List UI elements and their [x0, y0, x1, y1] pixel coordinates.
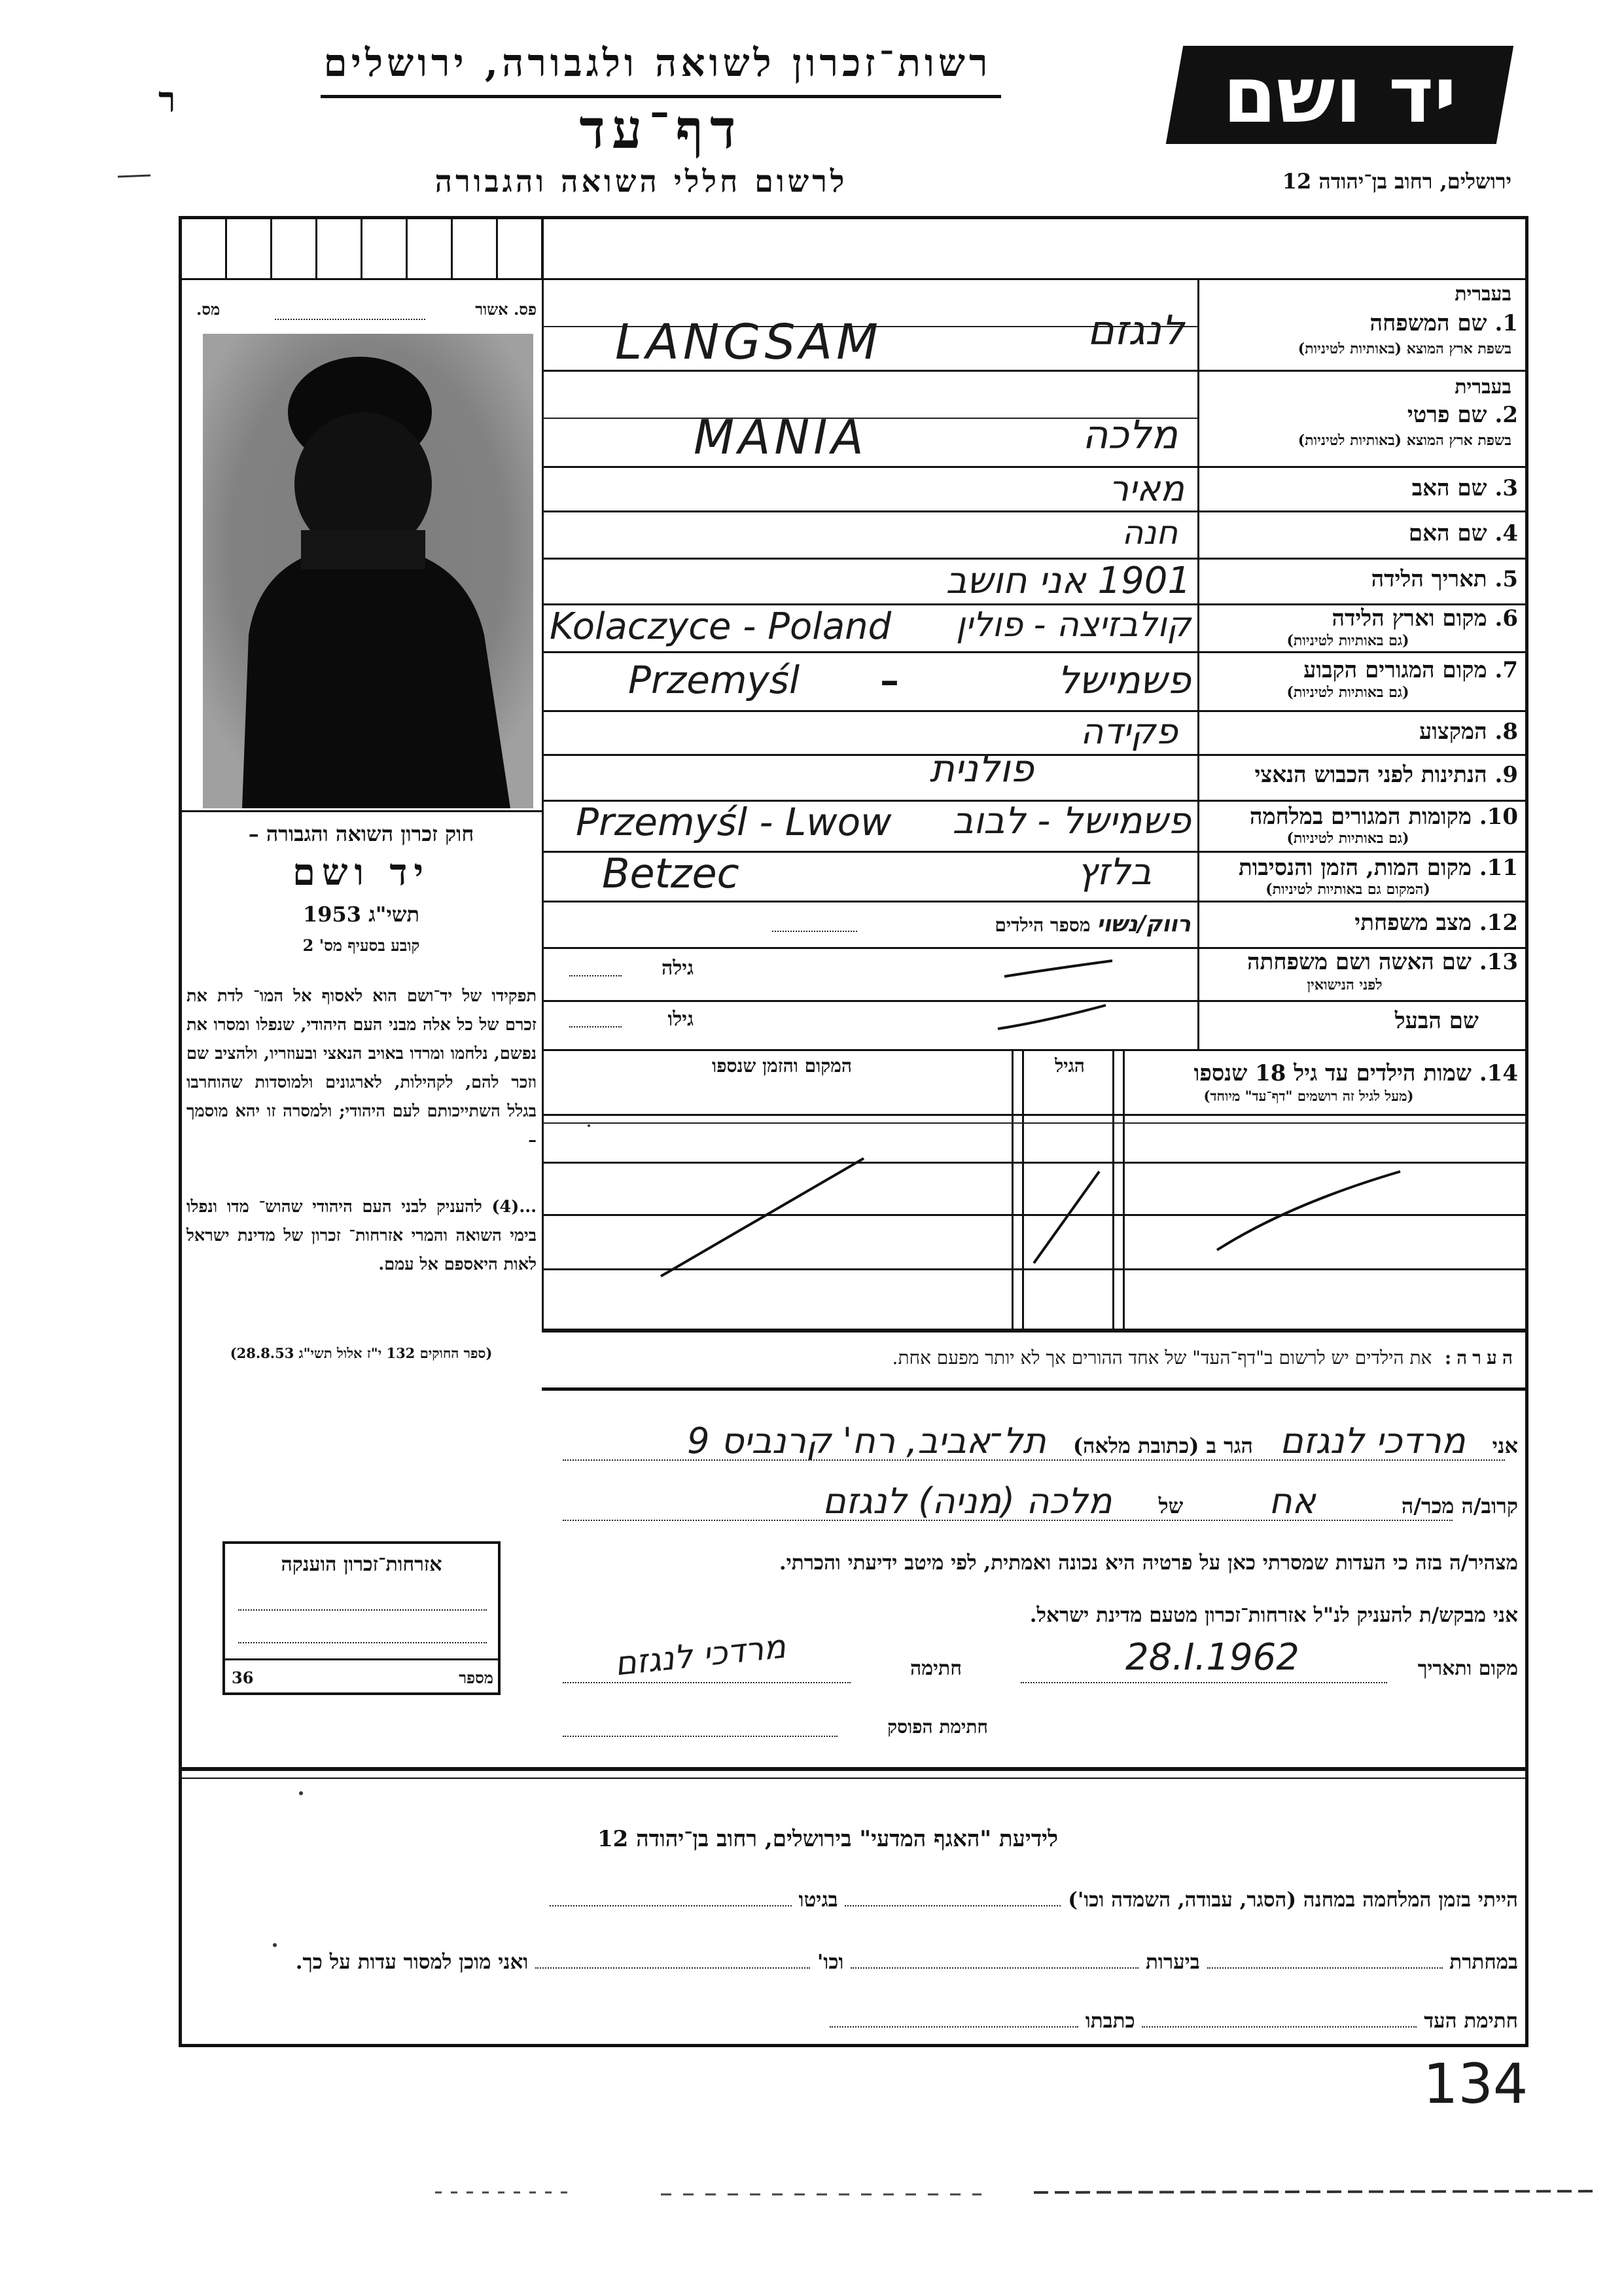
- residence-latin-value: Przemyśl: [628, 658, 800, 702]
- field-sub-13: לפני הנישואין: [1307, 976, 1383, 993]
- law-name: יד ושם: [292, 851, 431, 894]
- declaration-dots-2: [563, 1520, 1453, 1521]
- field-label-7: 7. מקום המגורים הקבוע: [1303, 657, 1518, 683]
- declaration-line-1: אני מרדכי לנגזם הגר ב (כתובת מלאה) תל־אביב, רח' קרנביס 9: [687, 1420, 1518, 1461]
- wartime-residence-latin-value: Przemyśl - Lwow: [576, 800, 892, 844]
- husband-age-label: גילו: [667, 1008, 694, 1031]
- official-signature-label: חתימת הפוסק: [887, 1716, 988, 1738]
- place-date-label: מקום ותאריך: [1417, 1657, 1518, 1680]
- field-label-12: 12. מצב משפחתי: [1354, 910, 1518, 936]
- footer-title: לידיעת "האגף המדעי" בירושלים, רחוב בן־יהודה 12: [597, 1826, 1058, 1852]
- field-label-8: 8. המקצוע: [1419, 719, 1518, 745]
- date-value: 28.I.1962: [1125, 1636, 1299, 1679]
- logo-text: יד ושם: [1222, 50, 1457, 140]
- photo-column-divider: [542, 219, 544, 1332]
- margin-mark: ר: [158, 79, 176, 120]
- field-label-husband: שם הבעל: [1394, 1008, 1479, 1034]
- footer-separator-thin: [182, 1778, 1525, 1779]
- note-row: הערה: את הילדים יש לרשום ב"דף־העד" של אחד ההורים אך לא יותר מפעם אחת.: [892, 1347, 1518, 1368]
- wartime-residence-hebrew-value: פשמישל - לבוב: [952, 800, 1191, 842]
- declaration-line-2: קרוב/ה מכר/ה אח של מלכה (מניה) לנגזם: [822, 1480, 1518, 1522]
- children-col-divider-3: [1112, 1049, 1114, 1332]
- field-label-11: 11. מקום המות, הזמן והנסיבות: [1238, 855, 1518, 881]
- given-name-hebrew-value: מלכה: [1082, 412, 1178, 458]
- children-col-age: הגיל: [1055, 1055, 1085, 1077]
- row-line: [543, 651, 1525, 653]
- signature-dots: [563, 1682, 851, 1683]
- field-label-9: 9. הנתינות לפני הכבוש הנאצי: [1254, 762, 1518, 788]
- date-dots: [1021, 1682, 1387, 1683]
- children-strike-left: [654, 1152, 870, 1283]
- field-sub-7: (גם באותיות לטיניות): [1286, 684, 1409, 701]
- wife-age-dots: [569, 975, 622, 976]
- row-line: [543, 754, 1525, 756]
- stamp-label: פס. אשור מס.: [196, 300, 537, 319]
- wife-age-label: גילה: [661, 957, 694, 980]
- profession-value: פקידה: [1080, 711, 1178, 752]
- birthplace-hebrew-value: קולבזיצה - פולין: [956, 605, 1191, 645]
- children-count-dots: [772, 931, 857, 932]
- death-place-latin-value: Betzec: [602, 849, 739, 897]
- form-title: דף־עד: [579, 98, 743, 161]
- mother-name-value: חנה: [1121, 514, 1178, 552]
- death-place-hebrew-value: בלזץ: [1077, 851, 1152, 893]
- lang-label-2: בעברית: [1455, 376, 1511, 399]
- field-sub-2: בשפת ארץ המוצא (באותיות לטיניות): [1297, 432, 1511, 449]
- signature-value: מרדכי לנגזם: [612, 1627, 788, 1683]
- row-line: [543, 901, 1525, 903]
- lang-label-1: בעברית: [1455, 283, 1511, 306]
- citizenship-box: [222, 1541, 501, 1695]
- law-text-clause: ...(4) להעניק לבני העם היהודי שהוש־ מדו ונפלו בימי השואה והמרי אזרחות־ זכרון של מדינת ישראל לאות היאספם אל עמם.: [186, 1197, 537, 1274]
- husband-strike-mark: [995, 1001, 1112, 1034]
- surname-latin-value: LANGSAM: [615, 314, 882, 370]
- law-year: תשי"ג 1953: [303, 902, 419, 927]
- citizenship-box-title: אזרחות־זכרון הוענקה: [281, 1553, 442, 1576]
- declaration-statement: מצהיר/ה בזה כי העדות שמסרתי כאן על פרטיה היא נכונה ואמתית, לפי מיטב ידיעתי והכרתי.: [779, 1551, 1518, 1575]
- wife-strike-mark: [1001, 956, 1119, 982]
- law-title: חוק זכרון השואה והגבורה –: [248, 821, 474, 846]
- children-col-place: המקום והזמן שנספו: [712, 1055, 852, 1077]
- children-label: 14. שמות הילדים עד גיל 18 שנספו: [1193, 1060, 1518, 1086]
- children-strike-age: [1027, 1158, 1106, 1270]
- field-label-3: 3. שם האב: [1411, 475, 1518, 501]
- surname-hebrew-value: לנגזם: [1087, 306, 1184, 354]
- law-reference: (ספר החוקים 132 י"ז אלול תשי"ג 28.8.53): [230, 1345, 493, 1361]
- children-col-divider-4: [1123, 1049, 1125, 1332]
- birth-date-value: 1901 אני חושב: [945, 560, 1191, 602]
- law-text-main: תפקידו של יד־ושם הוא לאסוף אל המו־ לדת את זכרם של כל אלה מבני העם היהודי, שנפלו ומסרו את נפשם, נלחמו ומרדו באויב הנאצי ובעוזריו, ולהציב שם וזכר להם, לקהילות, לארגונים ולמוסדות שהוחרבו בגלל השתייכותם לעם היהודי; ולמסרה זו יהא מוסמך –: [186, 986, 537, 1150]
- field-label-4: 4. שם האם: [1408, 520, 1518, 546]
- law-section: קובע בסעיף מס' 2: [302, 936, 420, 955]
- declaration-request: אני מבקש/ת להעניק לנ"ל אזרחות־זכרון מטעם מדינת ישראל.: [1029, 1603, 1518, 1627]
- nationality-value: פולנית: [929, 746, 1034, 791]
- official-signature-dots: [563, 1736, 838, 1737]
- field-label-13: 13. שם האשה ושם משפחתה: [1247, 949, 1518, 975]
- stamp-dots: [275, 319, 425, 320]
- footer-line-3: חתימת העד כתבתו: [589, 2009, 1518, 2033]
- portrait-photo: [203, 334, 533, 808]
- field-sub-10: (גם באותיות לטיניות): [1286, 830, 1409, 847]
- row-line: [543, 510, 1525, 512]
- yad-vashem-logo: [1166, 46, 1513, 144]
- field-label-10: 10. מקומות המגורים במלחמה: [1249, 804, 1518, 830]
- field-label-5: 5. תאריך הלידה: [1371, 566, 1518, 592]
- children-row-line: [543, 1114, 1525, 1116]
- children-sub: (מעל לגיל זה רושמים "דף־עד" מיוחד): [1203, 1088, 1414, 1104]
- marital-status-value: רווק/נשוי מספר הילדים: [995, 911, 1191, 937]
- field-sub-6: (גם באותיות לטיניות): [1286, 632, 1409, 649]
- top-row-line: [182, 278, 1525, 280]
- page-number: 134: [1423, 2052, 1528, 2116]
- father-name-value: מאיר: [1108, 468, 1184, 509]
- residence-hebrew-value: פשמישל: [1057, 658, 1191, 702]
- children-strike-right: [1210, 1158, 1407, 1257]
- husband-age-dots: [569, 1026, 622, 1028]
- citizenship-number: מספר 36: [232, 1668, 493, 1687]
- authority-name: רשות־זכרון לשואה ולגבורה, ירושלים: [323, 41, 992, 85]
- field-label-6: 6. מקום וארץ הלידה: [1332, 605, 1518, 632]
- footer-line-2: במחתרת ביערות וכו' ואני מוכן למסור עדות על כך.: [295, 1950, 1518, 1974]
- row-line: [543, 1049, 1525, 1051]
- residence-dash: –: [880, 658, 899, 702]
- registration-boxes: [182, 219, 543, 278]
- declaration-dots-1: [563, 1459, 1505, 1461]
- label-column-divider: [1197, 278, 1199, 1050]
- signature-label: חתימה: [910, 1657, 962, 1680]
- photo-bottom-line: [182, 810, 543, 812]
- children-col-divider-1: [1012, 1049, 1014, 1332]
- birthplace-latin-value: Kolaczyce - Poland: [550, 605, 892, 648]
- field-sub-1: בשפת ארץ המוצא (באותיות לטיניות): [1297, 340, 1511, 357]
- field-label-2: 2. שם פרטי: [1407, 402, 1518, 428]
- children-col-divider-2: [1022, 1049, 1024, 1332]
- field-label-1: 1. שם המשפחה: [1369, 310, 1518, 336]
- form-subtitle: לרשום חללי השואה והגבורה: [434, 164, 848, 199]
- given-name-latin-value: MANIA: [694, 410, 868, 465]
- children-row-line: [543, 1122, 1525, 1124]
- footer-line-1: הייתי בזמן המלחמה במחנה (הסגר, עבודה, השמדה וכו') בגיטו: [196, 1888, 1518, 1912]
- field-sub-11: (המקום גם באותיות לטיניות): [1265, 881, 1430, 898]
- note-separator: [542, 1329, 1525, 1332]
- header-address: ירושלים, רחוב בן־יהודה 12: [1282, 169, 1511, 194]
- footer-separator: [182, 1767, 1525, 1771]
- note-bottom-line: [542, 1387, 1525, 1391]
